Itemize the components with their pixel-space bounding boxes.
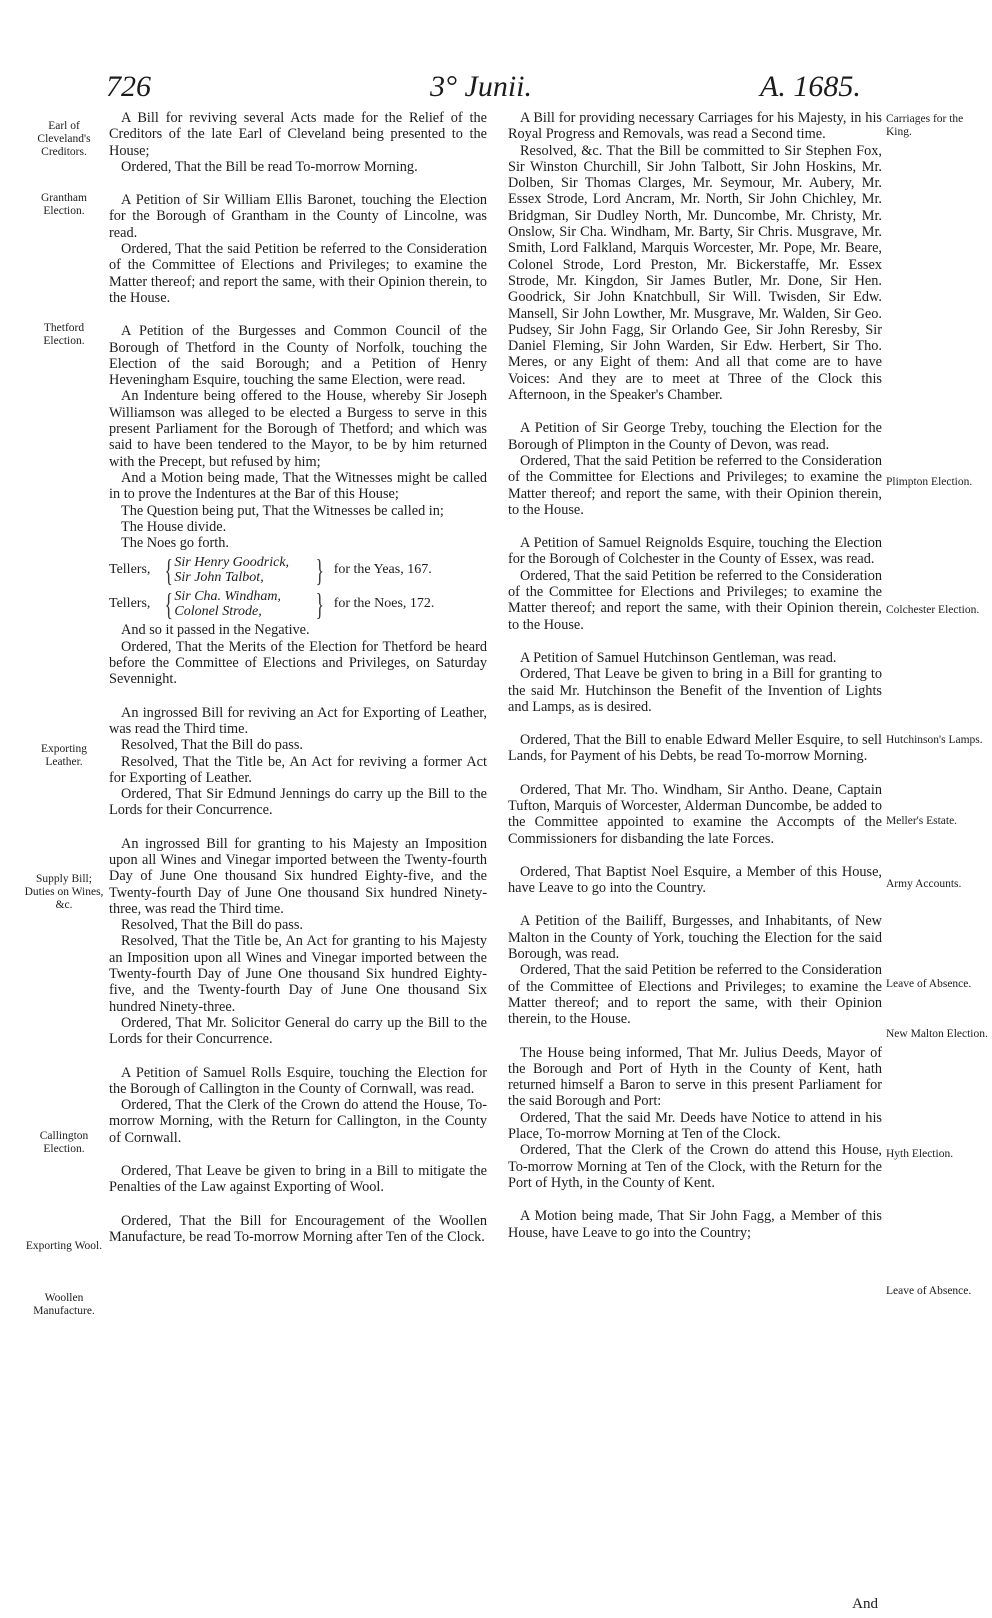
paragraph: Ordered, That Baptist Noel Esquire, a Member of this House, have Leave to go into the Country. (508, 863, 882, 897)
tellers-yeas (109, 553, 487, 587)
entry-carriages (508, 110, 882, 403)
teller-name: Sir John Talbot, (174, 570, 264, 586)
noes-count: for the Noes, 172. (333, 596, 435, 612)
paragraph: And a Motion being made, That the Witnesses might be called in to prove the Indentures at the Bar of this House; (109, 469, 487, 503)
paragraph: Ordered, That the Merits of the Election for Thetford be heard before the Committee of Elections and Privileges, on Saturday Sevennight. (109, 638, 487, 688)
margin-note-hyth: Hyth Election. (886, 1148, 954, 1160)
paragraph: The Noes go forth. (121, 535, 229, 552)
entry-cleveland (109, 110, 487, 175)
margin-note-woollen: Woollen Manufacture. (33, 1292, 95, 1317)
paragraph: Resolved, That the Bill do pass. (121, 917, 304, 934)
entry-wool (109, 1163, 487, 1196)
entry-leather (109, 705, 487, 819)
margin-note-cleveland: Earl of Cleveland's Creditors. (37, 120, 91, 158)
yeas-count: for the Yeas, 167. (333, 562, 432, 578)
teller-name: Sir Cha. Windham, (174, 589, 281, 605)
right-column (508, 110, 882, 1258)
entry-colchester (508, 535, 882, 633)
teller-names (174, 555, 314, 585)
paragraph: An ingrossed Bill for reviving an Act for Exporting of Leather, was read the Third time. (109, 704, 487, 737)
page-year: A. 1685. (760, 70, 861, 103)
paragraph: A Motion being made, That Sir John Fagg, a Member of this House, have Leave to go into the Country; (508, 1208, 882, 1241)
paragraph: Resolved, That the Title be, An Act for reviving a former Act for Exporting of Leather. (109, 753, 487, 786)
margin-note-callington: Callington Election. (39, 1130, 89, 1155)
paragraph: Ordered, That Leave be given to bring in a Bill to mitigate the Penalties of the Law against Exporting of Wool. (109, 1163, 487, 1196)
entry-callington (109, 1065, 487, 1146)
right-brace: } (315, 552, 325, 589)
entry-wines (109, 836, 487, 1048)
entry-woollen (109, 1213, 487, 1246)
paragraph: A Petition of Samuel Reignolds Esquire, touching the Election for the Borough of Colchester in the County of Essex, was read. (508, 535, 882, 568)
tellers-label: Tellers, (109, 562, 151, 578)
entry-thetford (109, 323, 487, 687)
margin-note-plimpton: Plimpton Election. (886, 476, 973, 488)
page-date-heading: 3° Junii. (430, 70, 532, 103)
paragraph: Ordered, That Leave be given to bring in a Bill for granting to the said Mr. Hutchinson the Benefit of the Invention of Lights and Lamps, as is desired. (508, 666, 882, 715)
paragraph: A Bill for reviving several Acts made for the Relief of the Creditors of the late Earl of Cleveland being presented to the House; (109, 110, 487, 159)
paragraph: An Indenture being offered to the House, whereby Sir Joseph Williamson was alleged to be elected a Burgess to serve in this present Parliament for the Borough of Thetford; and which was said to have been tendered to the Mayor, to be by him returned with the Precept, but refused by him; (109, 388, 487, 470)
margin-note-hutchinson: Hutchinson's Lamps. (886, 734, 983, 746)
paragraph: A Petition of Sir George Treby, touching the Election for the Borough of Plimpton in the County of Devon, was read. (508, 420, 882, 453)
margin-note-meller: Meller's Estate. (886, 815, 958, 827)
paragraph: Resolved, &c. That the Bill be committed to Sir Stephen Fox, Sir Winston Churchill, Sir John Talbott, Sir John Hoskins, Mr. Dolben, Sir Thomas Clarges, Mr. Seymour, Mr. Aubery, Mr. Essex Strode, Lord Ancram, Mr. North, Sir John Chichley, Mr. Bridgman, Sir Dudley North, Mr. Duncombe, Mr. Christy, Mr. Onslow, Sir Cha. Windham, Mr. Barty, Sir Chris. Musgrave, Mr. Smith, Lord Falkland, Marquis Worcester, Mr. Pope, Mr. Beare, Colonel Strode, Lord Preston, Mr. Bickerstaffe, Mr. Essex Strode, Mr. Kingdon, Sir James Butler, Mr. Done, Sir Hen. Goodrick, Sir John Knatchbull, Sir Will. Twisden, Sir Edw. Mansell, Sir John Lowther, Mr. Musgrave, Mr. Walden, Sir Geo. Pudsey, Sir John Fagg, Sir Orlando Gee, Sir John Reresby, Sir Daniel Fleming, Sir John Warden, Sir Edw. Herbert, Sir Tho. Meres, or any Eight of them: And all that come are to have Voices: And they are to meet at Three of the Clock this Afternoon, in the Speaker's Chamber. (508, 142, 882, 404)
right-brace: } (315, 586, 325, 623)
teller-names (174, 589, 314, 619)
entry-army (508, 782, 882, 847)
paragraph: Ordered, That the Bill to enable Edward Meller Esquire, to sell Lands, for Payment of his Debts, be read To-morrow Morning. (508, 732, 882, 765)
entry-plimpton (508, 420, 882, 518)
margin-note-carriages: Carriages for the King. (886, 113, 964, 138)
teller-name: Sir Henry Goodrick, (174, 555, 290, 571)
entry-malton (508, 913, 882, 1027)
paragraph: And so it passed in the Negative. (121, 622, 310, 639)
paragraph: Resolved, That the Title be, An Act for granting to his Majesty an Imposition upon all Wines and Vinegar imported between the Twenty-fourth Day of June One thousand Six hundred Eighty-five, and the Twenty-fourth Day of June One thousand Six hundred Ninety-three. (109, 933, 487, 1015)
paragraph: The Question being put, That the Witnesses be called in; (121, 502, 444, 519)
entry-hutchinson (508, 650, 882, 715)
paragraph: The House being informed, That Mr. Julius Deeds, Mayor of the Borough and Port of Hyth in the County of Kent, hath returned himself a Baron to serve in this present Parliament for the said Borough and Port: (508, 1044, 882, 1110)
margin-note-colchester: Colchester Election. (886, 604, 980, 616)
entry-fagg (508, 1208, 882, 1241)
paragraph: The House divide. (121, 518, 227, 535)
paragraph: A Petition of Sir William Ellis Baronet, touching the Election for the Borough of Grantham in the County of Lincolne, was read. (109, 192, 487, 241)
paragraph: Ordered, That the said Petition be referred to the Consideration of the Committee of Elections and Privileges; to examine the Matter thereof; and report the same, with their Opinion therein, to the House. (109, 241, 487, 306)
left-brace: { (164, 552, 173, 589)
paragraph: A Petition of the Bailiff, Burgesses, and Inhabitants, of New Malton in the County of York, touching the Election for the said Borough, was read. (508, 913, 882, 963)
paragraph: Ordered, That the Clerk of the Crown do attend this House, To-morrow Morning at Ten of the Clock, with the Return for the Port of Hyth, in the County of Kent. (508, 1142, 882, 1191)
entry-meller (508, 732, 882, 765)
paragraph: Ordered, That the said Mr. Deeds have Notice to attend in his Place, To-morrow Morning at Ten of the Clock. (508, 1109, 882, 1143)
entry-hyth (508, 1045, 882, 1192)
paragraph: Ordered, That the said Petition be referred to the Consideration of the Committee for Elections and Privileges; to examine the Matter thereof; and report the same, with their Opinion therein, to the House. (508, 452, 882, 518)
paragraph: Ordered, That Mr. Solicitor General do carry up the Bill to the Lords for their Concurrence. (109, 1014, 487, 1048)
entry-noel (508, 864, 882, 897)
paragraph: A Petition of the Burgesses and Common Council of the Borough of Thetford in the County of Norfolk, touching the Election of the said Borough; and a Petition of Henry Heveningham Esquire, touching the same Election, were read. (109, 323, 487, 389)
paragraph: A Petition of Samuel Rolls Esquire, touching the Election for the Borough of Callington in the County of Cornwall, was read. (109, 1064, 487, 1097)
margin-note-wool: Exporting Wool. (25, 1240, 103, 1252)
entry-grantham (109, 192, 487, 306)
paragraph: Ordered, That Mr. Tho. Windham, Sir Antho. Deane, Captain Tufton, Marquis of Worcester, Alderman Duncombe, be added to the Committee appointed to examine the Accompts of the Commissioners for disbanding the late Forces. (508, 781, 882, 847)
tellers-label: Tellers, (109, 596, 151, 612)
paragraph: A Petition of Samuel Hutchinson Gentleman, was read. (520, 649, 837, 666)
margin-note-grantham: Grantham Election. (41, 192, 87, 217)
division-tellers (109, 553, 487, 621)
left-brace: { (164, 586, 173, 623)
catchword: And (852, 1596, 878, 1612)
tellers-noes (109, 587, 487, 621)
margin-note-new-malton: New Malton Election. (886, 1028, 988, 1040)
margin-note-thetford: Thetford Election. (43, 322, 85, 347)
teller-name: Colonel Strode, (174, 604, 262, 620)
paragraph: Ordered, That the said Petition be referred to the Consideration of the Committee of Elections and Privileges; to examine the Matter thereof; and to report the same, with their Opinion therein, to the House. (508, 962, 882, 1028)
margin-note-fagg-leave: Leave of Absence. (886, 1285, 972, 1297)
paragraph: Ordered, That the said Petition be referred to the Consideration of the Committee for Elections and Privileges; to examine the Matter thereof; and report the same, with their Opinion therein, to the House. (508, 567, 882, 633)
paragraph: Ordered, That the Bill be read To-morrow Morning. (121, 158, 418, 175)
margin-note-noel-leave: Leave of Absence. (886, 978, 972, 990)
left-column (109, 110, 487, 1262)
margin-note-army: Army Accounts. (886, 878, 962, 890)
paragraph: Ordered, That Sir Edmund Jennings do carry up the Bill to the Lords for their Concurrence. (109, 786, 487, 819)
paragraph: Ordered, That the Clerk of the Crown do attend the House, To-morrow Morning, with the Return for Callington, in the County of Cornwall. (109, 1097, 487, 1146)
paragraph: Ordered, That the Bill for Encouragement of the Woollen Manufacture, be read To-morrow Morning after Ten of the Clock. (109, 1212, 487, 1245)
paragraph: A Bill for providing necessary Carriages for his Majesty, in his Royal Progress and Removals, was read a Second time. (508, 110, 882, 143)
margin-note-supply-bill: Supply Bill; Duties on Wines, &c. (24, 873, 104, 911)
page-number: 726 (106, 70, 151, 103)
paragraph: Resolved, That the Bill do pass. (121, 737, 304, 754)
paragraph: An ingrossed Bill for granting to his Majesty an Imposition upon all Wines and Vinegar imported between the Twenty-fourth Day of June One thousand Six hundred Eighty-five, and the Twenty-fourth Day of June One thousand Six hundred Ninety-three, was read the Third time. (109, 835, 487, 917)
margin-note-leather: Exporting Leather. (41, 743, 87, 768)
